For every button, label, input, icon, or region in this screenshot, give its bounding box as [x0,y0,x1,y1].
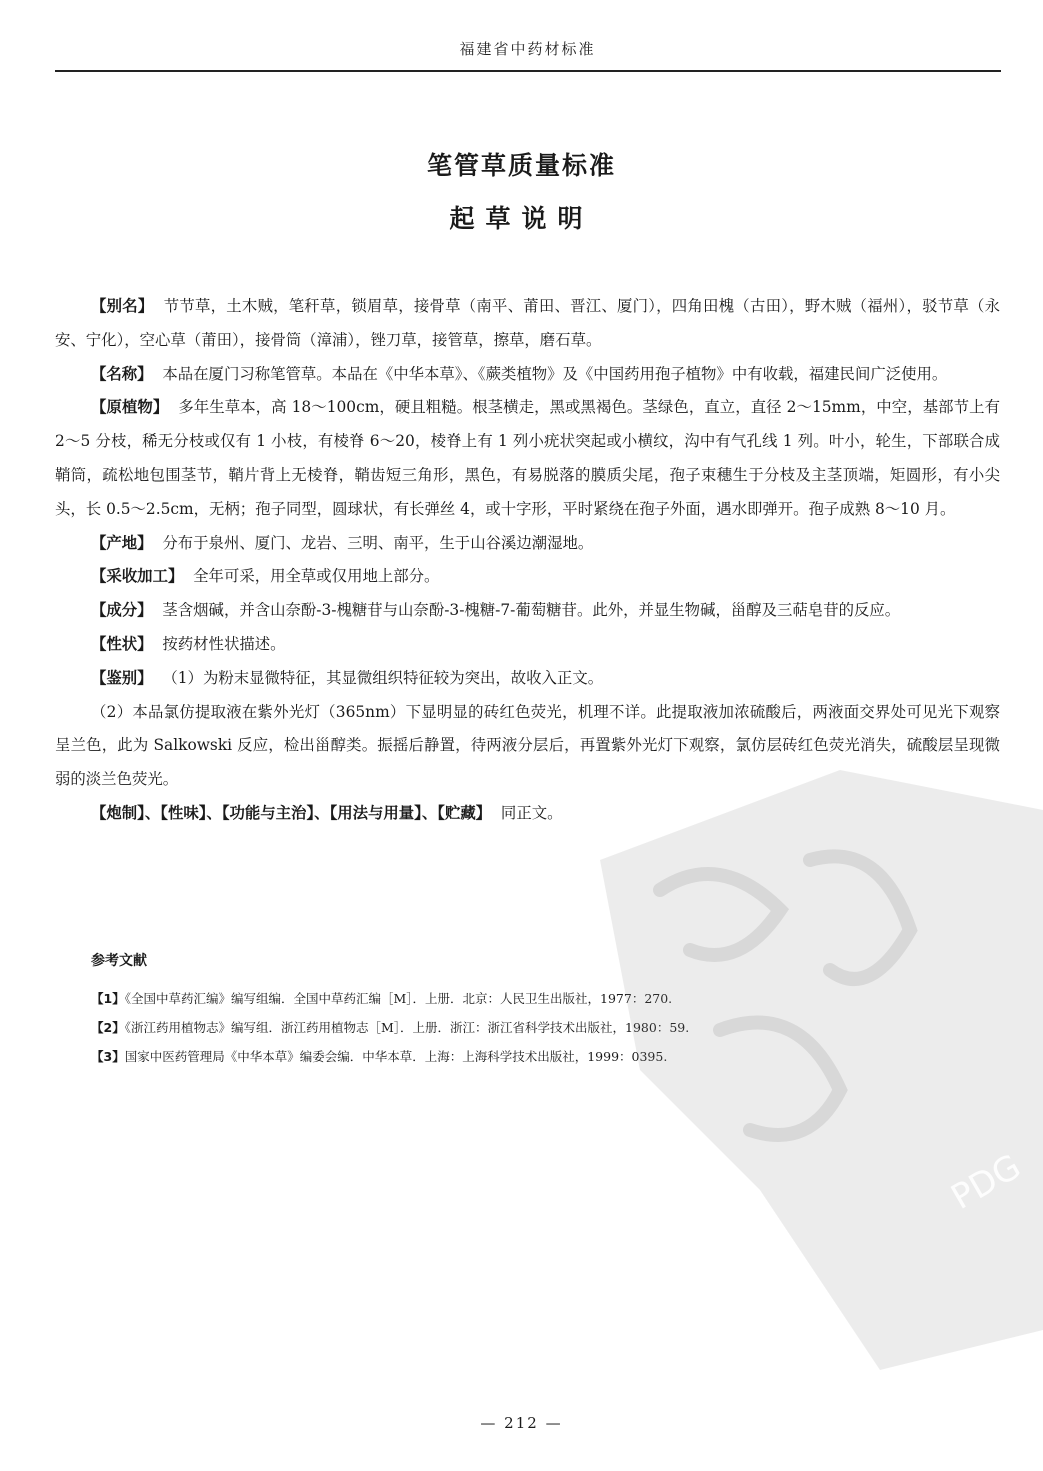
watermark-text: PDG [944,1146,1028,1218]
page-number: — 212 — [480,1414,563,1432]
reference-item [91,984,1000,1013]
reference-item [91,1042,1000,1071]
reference-number: 【1】 [91,991,125,1006]
section-text: 按药材性状描述。 [162,634,286,653]
section-text: （1）为粉末显微特征，其显微组织特征较为突出，故收入正文。 [162,668,604,687]
references-title: 参考文献 [91,953,147,969]
section-text: 同正文。 [500,803,563,822]
references [55,950,1000,1071]
reference-text: 《全国中草药汇编》编写组编．全国中草药汇编［M］．上册．北京：人民卫生出版社，1977：270. [124,991,673,1006]
section-identification-2 [55,696,1000,797]
section-label: 【性状】 [91,634,153,653]
section-text: 分布于泉州、厦门、龙岩、三明、南平，生于山谷溪边潮湿地。 [162,533,594,552]
section-plant [55,391,1000,526]
section-text: 全年可采，用全草或仅用地上部分。 [193,567,440,586]
section-origin [55,527,1000,561]
section-label: 【炮制】、【性味】、【功能与主治】、【用法与用量】、【贮藏】 [91,803,492,822]
section-label: 【名称】 [91,364,153,383]
section-label: 【鉴别】 [91,668,153,687]
reference-number: 【2】 [91,1020,125,1035]
section-text: 茎含烟碱，并含山奈酚-3-槐糖苷与山奈酚-3-槐糖-7-葡萄糖苷。此外，并显生物碱，甾醇及三萜皂苷的反应。 [162,601,901,620]
section-text: 节节草，土木贼，笔秆草，锁眉草，接骨草（南平、莆田、晋江、厦门），四角田槐（古田），野木贼（福州），驳节草（永安、宁化），空心草（莆田），接骨筒（漳浦），锉刀草，接管草，擦草，磨石草。 [55,297,1000,349]
section-text: 多年生草本，高 18～100cm，硬且粗糙。根茎横走，黑或黑褐色。茎绿色，直立，直径 2～15mm，中空，基部节上有 2～5 分枝，稀无分枝或仅有 1 小枝，有棱脊 6～20，棱脊上有 1 列小疣状突起或小横纹，沟中有气孔线 1 列。叶小，轮生，下部联合成鞘筒，疏松地包围茎节，鞘片背上无棱脊，鞘齿短三角形，黑色，有易脱落的膜质尖尾，孢子束穗生于分枝及主茎顶端，矩圆形，有小尖头，长 0.5～2.5cm，无柄；孢子同型，圆球状，有长弹丝 4，或十字形，平时紧绕在孢子外面，遇水即弹开。孢子成熟 8～10 月。 [55,398,1000,518]
section-harvest [55,560,1000,594]
section-label: 【原植物】 [91,398,169,417]
section-label: 【采收加工】 [91,567,184,586]
section-text: （2）本品氯仿提取液在紫外光灯（365nm）下显明显的砖红色荧光，机理不详。此提取液加浓硫酸后，两液面交界处可见光下观察呈兰色，此为 Salkowski 反应，检出甾醇类。振摇后静置，待两液分层后，再置紫外光灯下观察，氯仿层砖红色荧光消失，硫酸层呈现微弱的淡兰色荧光。 [55,702,1000,789]
section-name [55,358,1000,392]
section-label: 【产地】 [91,533,153,552]
document-body [55,290,1000,831]
section-label: 【成分】 [91,601,153,620]
document-subtitle: 起草说明 [449,204,594,233]
reference-text: 国家中医药管理局《中华本草》编委会编．中华本草．上海：上海科学技术出版社，1999：0395. [124,1049,668,1064]
reference-text: 《浙江药用植物志》编写组．浙江药用植物志［M］．上册．浙江：浙江省科学技术出版社，1980：59. [124,1020,690,1035]
document-title: 笔管草质量标准 [426,151,616,180]
section-characters [55,628,1000,662]
section-misc [55,797,1000,831]
section-components [55,594,1000,628]
section-label: 【别名】 [91,297,154,315]
reference-item [91,1013,1000,1042]
running-header: 福建省中药材标准 [459,40,596,58]
section-text: 本品在厦门习称笔管草。本品在《中华本草》、《蕨类植物》及《中国药用孢子植物》中有收载，福建民间广泛使用。 [162,364,948,383]
reference-number: 【3】 [91,1049,125,1064]
section-identification [55,662,1000,696]
section-alias [55,290,1000,358]
header-rule [55,70,1001,72]
